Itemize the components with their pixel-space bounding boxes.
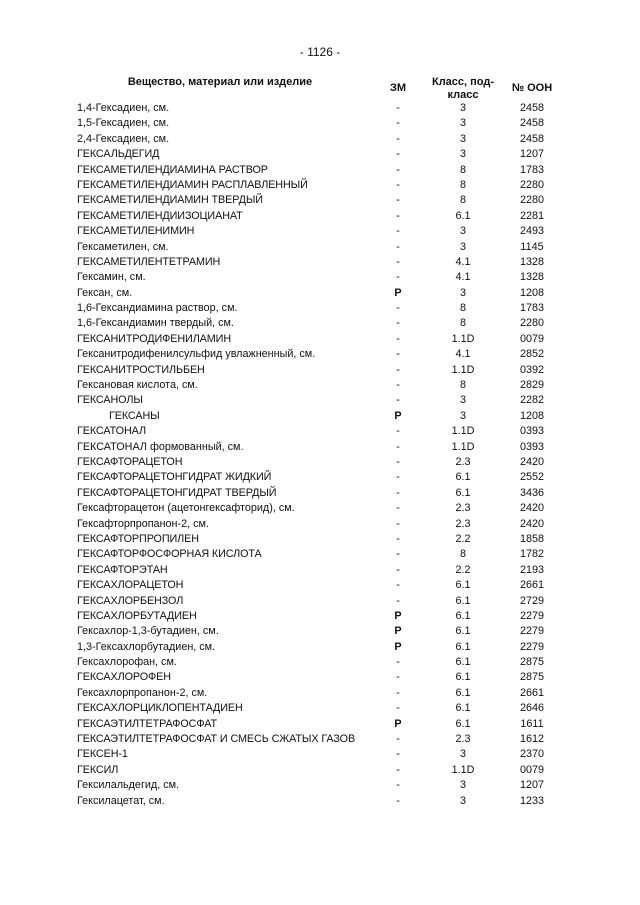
zm-value: - <box>396 748 400 761</box>
zm-value: - <box>396 594 400 607</box>
substance-name: ГЕКСАХЛОРЦИКЛОПЕНТАДИЕН <box>77 702 243 715</box>
substance-name: Гексаметилен, см. <box>77 240 169 253</box>
table-row <box>0 440 640 455</box>
oon-number: 2420 <box>519 455 545 468</box>
substance-name: ГЕКСАМЕТИЛЕНДИАМИН РАСПЛАВЛЕННЫЙ <box>77 178 308 191</box>
substance-name: Гексафторацетон (ацетонгексафторид), см. <box>77 502 295 515</box>
substance-name: Гексановая кислота, см. <box>77 379 198 392</box>
header-substance: Вещество, материал или изделие <box>127 76 313 88</box>
zm-value: - <box>396 425 400 438</box>
oon-number: 2875 <box>519 671 545 684</box>
class-value: 1.1D <box>451 440 475 453</box>
substance-name: ГЕКСАТОНАЛ формованный, см. <box>77 440 244 453</box>
oon-number: 3436 <box>519 486 545 499</box>
class-value: 6.1 <box>455 717 471 730</box>
substance-name: Гексахлорофан, см. <box>77 656 177 669</box>
substance-name: 1,4-Гексадиен, см. <box>77 102 170 114</box>
substance-name: ГЕКСАХЛОРАЦЕТОН <box>77 579 184 592</box>
class-value: 6.1 <box>455 209 471 222</box>
oon-number: 2279 <box>519 640 545 653</box>
class-value: 3 <box>459 394 466 407</box>
zm-value: - <box>396 686 400 699</box>
class-value: 8 <box>459 548 466 561</box>
table-row <box>0 116 640 131</box>
zm-value: - <box>396 563 400 576</box>
substance-name: ГЕКСАНИТРОСТИЛЬБЕН <box>77 363 205 376</box>
zm-value: - <box>396 163 400 176</box>
oon-number: 1207 <box>519 148 545 161</box>
substance-name: ГЕКСАФТОРАЦЕТОН <box>77 455 183 468</box>
table-row <box>0 763 640 778</box>
table-row <box>0 132 640 147</box>
oon-number: 2279 <box>519 609 545 622</box>
oon-number: 2552 <box>519 471 545 484</box>
table-row <box>0 470 640 485</box>
table-row <box>0 147 640 162</box>
oon-number: 1208 <box>519 409 545 422</box>
table-row <box>0 640 640 655</box>
header-oon: № ООН <box>511 82 553 94</box>
substance-name: ГЕКСИЛ <box>77 763 119 776</box>
class-value: 6.1 <box>455 471 471 484</box>
class-value: 8 <box>459 302 466 315</box>
oon-number: 2729 <box>519 594 545 607</box>
oon-number: 0079 <box>519 332 545 345</box>
oon-number: 2661 <box>519 686 545 699</box>
zm-value: - <box>396 194 400 207</box>
header-class-line2: класс <box>447 89 479 101</box>
oon-number: 0392 <box>519 363 545 376</box>
zm-value: - <box>396 517 400 530</box>
zm-value: - <box>396 225 400 238</box>
oon-number: 1783 <box>519 163 545 176</box>
class-value: 1.1D <box>451 425 475 438</box>
class-value: 3 <box>459 225 466 238</box>
substance-name: Гексилальдегид, см. <box>77 779 180 792</box>
substance-name: Гексилацетат, см. <box>77 794 165 807</box>
zm-value: Р <box>394 609 402 622</box>
table-row <box>0 547 640 562</box>
table-row <box>0 270 640 285</box>
substance-name: ГЕКСАХЛОРБУТАДИЕН <box>77 609 197 622</box>
oon-number: 1782 <box>519 548 545 561</box>
zm-value: - <box>396 471 400 484</box>
oon-number: 1207 <box>519 779 545 792</box>
substance-name: ГЕКСАХЛОРОФЕН <box>77 671 171 684</box>
class-value: 6.1 <box>455 702 471 715</box>
zm-value: - <box>396 440 400 453</box>
class-value: 3 <box>459 102 466 114</box>
substance-name: ГЕКСАМЕТИЛЕНТЕТРАМИН <box>77 255 221 268</box>
oon-number: 2829 <box>519 379 545 392</box>
oon-number: 2420 <box>519 502 545 515</box>
table-row <box>0 286 640 301</box>
table-row <box>0 609 640 624</box>
zm-value: - <box>396 255 400 268</box>
class-value: 6.1 <box>455 640 471 653</box>
substance-name: ГЕКСАФТОРАЦЕТОНГИДРАТ ЖИДКИЙ <box>77 471 272 484</box>
class-value: 3 <box>459 240 466 253</box>
table-row <box>0 794 640 809</box>
table-row <box>0 363 640 378</box>
class-value: 6.1 <box>455 656 471 669</box>
substance-name: 2,4-Гексадиен, см. <box>77 132 170 145</box>
class-value: 6.1 <box>455 609 471 622</box>
class-value: 4.1 <box>455 271 471 284</box>
table-row <box>0 209 640 224</box>
class-value: 6.1 <box>455 671 471 684</box>
table-row <box>0 717 640 732</box>
table-row <box>0 747 640 762</box>
table-row <box>0 517 640 532</box>
zm-value: - <box>396 317 400 330</box>
oon-number: 2646 <box>519 702 545 715</box>
oon-number: 2420 <box>519 517 545 530</box>
table-row <box>0 486 640 501</box>
substance-name: ГЕКСАНОЛЫ <box>77 394 143 407</box>
class-value: 3 <box>459 794 466 807</box>
zm-value: - <box>396 394 400 407</box>
oon-number: 2852 <box>519 348 545 361</box>
oon-number: 1233 <box>519 794 545 807</box>
oon-number: 1208 <box>519 286 545 299</box>
zm-value: - <box>396 656 400 669</box>
class-value: 3 <box>459 779 466 792</box>
zm-value: - <box>396 702 400 715</box>
oon-number: 0393 <box>519 425 545 438</box>
zm-value: - <box>396 302 400 315</box>
header-class-line1: Класс, под- <box>431 76 495 88</box>
oon-number: 2280 <box>519 317 545 330</box>
class-value: 4.1 <box>455 255 471 268</box>
substance-name: Гексан, см. <box>77 286 133 299</box>
class-value: 8 <box>459 317 466 330</box>
class-value: 3 <box>459 117 466 130</box>
zm-value: Р <box>394 409 402 422</box>
class-value: 3 <box>459 132 466 145</box>
oon-number: 2493 <box>519 225 545 238</box>
class-value: 8 <box>459 178 466 191</box>
table-row <box>0 563 640 578</box>
oon-number: 2193 <box>519 563 545 576</box>
class-value: 2.2 <box>455 563 471 576</box>
zm-value: Р <box>394 286 402 299</box>
substance-name: 1,5-Гексадиен, см. <box>77 117 170 130</box>
class-value: 1.1D <box>451 763 475 776</box>
oon-number: 2458 <box>519 132 545 145</box>
class-value: 8 <box>459 194 466 207</box>
substance-name: Гексанитродифенилсульфид увлажненный, см. <box>77 348 316 361</box>
oon-number: 1328 <box>519 271 545 284</box>
substance-name: 1,6-Гександиамин твердый, см. <box>77 317 234 330</box>
zm-value: Р <box>394 640 402 653</box>
class-value: 1.1D <box>451 363 475 376</box>
class-value: 3 <box>459 409 466 422</box>
table-row <box>0 240 640 255</box>
class-value: 3 <box>459 748 466 761</box>
zm-value: - <box>396 363 400 376</box>
table-row <box>0 347 640 362</box>
substance-name: ГЕКСАЛЬДЕГИД <box>77 148 160 161</box>
page-number: - 1126 - <box>299 45 341 59</box>
substance-name: ГЕКСАФТОРАЦЕТОНГИДРАТ ТВЕРДЫЙ <box>77 486 277 499</box>
table-row <box>0 670 640 685</box>
zm-value: - <box>396 379 400 392</box>
table-row <box>0 578 640 593</box>
class-value: 3 <box>459 148 466 161</box>
zm-value: - <box>396 455 400 468</box>
substance-name: Гексафторпропанон-2, см. <box>77 517 209 530</box>
table-row <box>0 701 640 716</box>
substance-name: ГЕКСАМЕТИЛЕНДИАМИН ТВЕРДЫЙ <box>77 194 263 207</box>
table-row <box>0 224 640 239</box>
table-row <box>0 101 640 116</box>
zm-value: - <box>396 763 400 776</box>
substance-name: ГЕКСАХЛОРБЕНЗОЛ <box>77 594 184 607</box>
table-row <box>0 193 640 208</box>
zm-value: - <box>396 779 400 792</box>
table-row <box>0 732 640 747</box>
oon-number: 2281 <box>519 209 545 222</box>
table-row <box>0 409 640 424</box>
oon-number: 2458 <box>519 117 545 130</box>
table-row <box>0 686 640 701</box>
class-value: 2.3 <box>455 502 471 515</box>
oon-number: 2370 <box>519 748 545 761</box>
substance-name: ГЕКСАНЫ <box>109 409 160 422</box>
table-row <box>0 332 640 347</box>
oon-number: 0079 <box>519 763 545 776</box>
zm-value: - <box>396 532 400 545</box>
substance-name: ГЕКСАНИТРОДИФЕНИЛАМИН <box>77 332 232 345</box>
substance-name: Гексахлор-1,3-бутадиен, см. <box>77 625 219 638</box>
oon-number: 1328 <box>519 255 545 268</box>
class-value: 6.1 <box>455 579 471 592</box>
class-value: 2.3 <box>455 733 471 746</box>
substance-name: ГЕКСАФТОРЭТАН <box>77 563 168 576</box>
header-class <box>425 76 501 102</box>
substance-name: ГЕКСЕН-1 <box>77 748 128 761</box>
substance-name: 1,3-Гексахлорбутадиен, см. <box>77 640 216 653</box>
oon-number: 2280 <box>519 178 545 191</box>
table-row <box>0 501 640 516</box>
substance-name: 1,6-Гександиамина раствор, см. <box>77 302 238 315</box>
class-value: 8 <box>459 163 466 176</box>
zm-value: - <box>396 548 400 561</box>
substance-name: ГЕКСАЭТИЛТЕТРАФОСФАТ И СМЕСЬ СЖАТЫХ ГАЗОВ <box>77 733 356 746</box>
substance-name: ГЕКСАФТОРФОСФОРНАЯ КИСЛОТА <box>77 548 262 561</box>
substance-name: Гексахлорпропанон-2, см. <box>77 686 208 699</box>
table-row <box>0 455 640 470</box>
oon-number: 2875 <box>519 656 545 669</box>
oon-number: 2661 <box>519 579 545 592</box>
table-row <box>0 532 640 547</box>
substance-name: ГЕКСАФТОРПРОПИЛЕН <box>77 532 199 545</box>
class-value: 6.1 <box>455 686 471 699</box>
class-value: 6.1 <box>455 594 471 607</box>
zm-value: - <box>396 178 400 191</box>
zm-value: - <box>396 271 400 284</box>
oon-number: 1783 <box>519 302 545 315</box>
zm-value: - <box>396 486 400 499</box>
oon-number: 1612 <box>519 733 545 746</box>
substance-name: ГЕКСАМЕТИЛЕНДИИЗОЦИАНАТ <box>77 209 243 222</box>
table-row <box>0 655 640 670</box>
zm-value: - <box>396 348 400 361</box>
oon-number: 2282 <box>519 394 545 407</box>
zm-value: Р <box>394 625 402 638</box>
substance-name: ГЕКСАЭТИЛТЕТРАФОСФАТ <box>77 717 217 730</box>
table-row <box>0 255 640 270</box>
class-value: 6.1 <box>455 486 471 499</box>
class-value: 6.1 <box>455 625 471 638</box>
zm-value: - <box>396 579 400 592</box>
oon-number: 1611 <box>520 717 544 730</box>
substance-name: ГЕКСАТОНАЛ <box>77 425 146 438</box>
oon-number: 1858 <box>519 532 545 545</box>
substance-name: ГЕКСАМЕТИЛЕНИМИН <box>77 225 195 238</box>
oon-number: 2280 <box>519 194 545 207</box>
table-row <box>0 178 640 193</box>
table-row <box>0 316 640 331</box>
header-zm: ЗМ <box>389 82 407 94</box>
table-row <box>0 624 640 639</box>
zm-value: - <box>396 209 400 222</box>
zm-value: - <box>396 102 400 114</box>
substance-table <box>0 101 640 809</box>
table-row <box>0 778 640 793</box>
table-row <box>0 424 640 439</box>
oon-number: 2458 <box>519 102 545 114</box>
zm-value: - <box>396 502 400 515</box>
class-value: 2.3 <box>455 455 471 468</box>
oon-number: 1145 <box>520 240 544 253</box>
zm-value: - <box>396 148 400 161</box>
class-value: 4.1 <box>455 348 471 361</box>
substance-name: ГЕКСАМЕТИЛЕНДИАМИНА РАСТВОР <box>77 163 268 176</box>
zm-value: - <box>396 671 400 684</box>
table-row <box>0 301 640 316</box>
zm-value: - <box>396 240 400 253</box>
oon-number: 0393 <box>519 440 545 453</box>
zm-value: - <box>396 794 400 807</box>
class-value: 2.3 <box>455 517 471 530</box>
zm-value: - <box>396 117 400 130</box>
class-value: 2.2 <box>455 532 471 545</box>
table-row <box>0 594 640 609</box>
substance-name: Гексамин, см. <box>77 271 146 284</box>
class-value: 8 <box>459 379 466 392</box>
class-value: 1.1D <box>451 332 475 345</box>
zm-value: - <box>396 132 400 145</box>
class-value: 3 <box>459 286 466 299</box>
zm-value: Р <box>394 717 402 730</box>
table-row <box>0 393 640 408</box>
table-row <box>0 163 640 178</box>
table-row <box>0 378 640 393</box>
zm-value: - <box>396 332 400 345</box>
zm-value: - <box>396 733 400 746</box>
oon-number: 2279 <box>519 625 545 638</box>
